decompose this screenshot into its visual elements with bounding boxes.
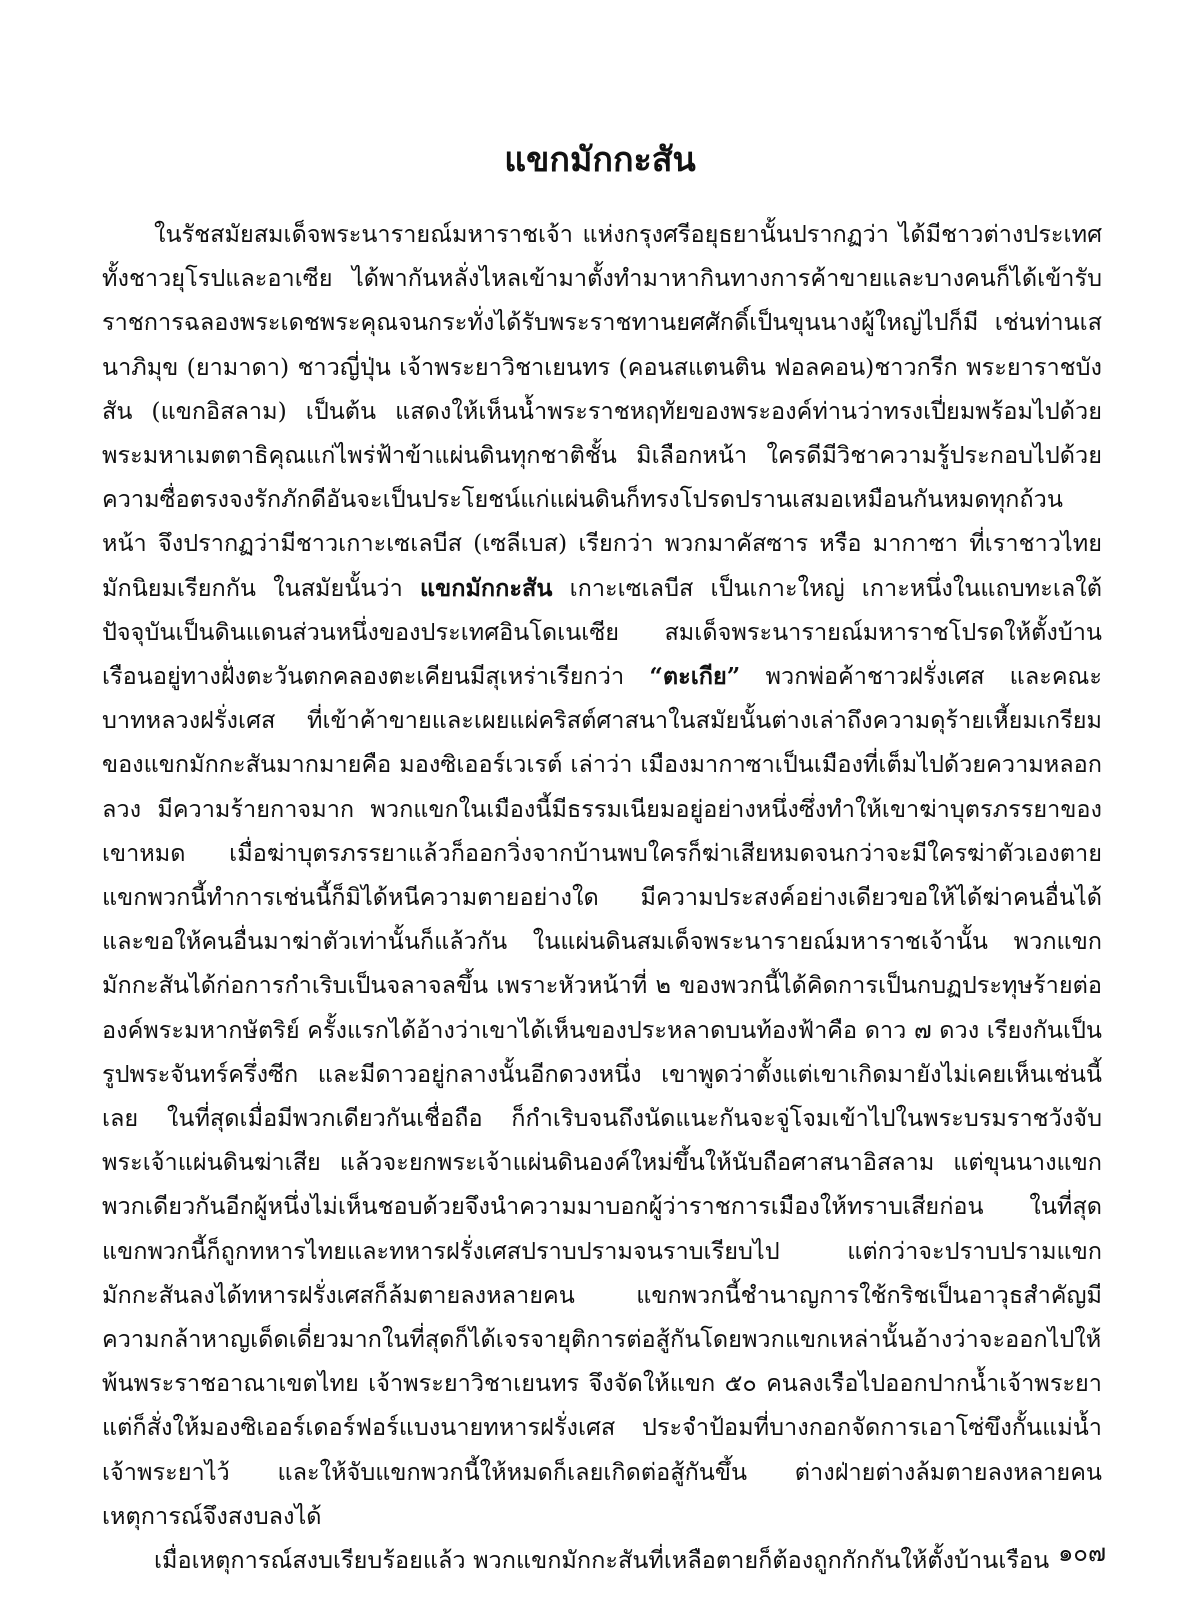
bold-term-takia: “ตะเกีย” [649,662,741,691]
paragraph-1 [102,212,1102,1538]
paragraph-1-text-c: พวกพ่อค้าชาวฝรั่งเศส และคณะบาทหลวงฝรั่งเศส ที่เข้าค้าขายและเผยแผ่คริสต์ศาสนาในสมัยนั้นต่างเล่าถึงความดุร้ายเหี้ยมเกรียมของแขกมักกะสันมากมายคือ มองซิเออร์เวเรต์ เล่าว่า เมืองมากาซาเป็นเมืองที่เต็มไปด้วยความหลอกลวง มีความร้ายกาจมาก พวกแขกในเมืองนี้มีธรรมเนียมอยู่อย่างหนึ่งซึ่งทำให้เขาฆ่าบุตรภรรยาของเขาหมด เมื่อฆ่าบุตรภรรยาแล้วก็ออกวิ่งจากบ้านพบใครก็ฆ่าเสียหมดจนกว่าจะมีใครฆ่าตัวเองตาย แขกพวกนี้ทำการเช่นนี้ก็มิได้หนีความตายอย่างใด มีความประสงค์อย่างเดียวขอให้ได้ฆ่าคนอื่นได้ และขอให้คนอื่นมาฆ่าตัวเท่านั้นก็แล้วกัน ในแผ่นดินสมเด็จพระนารายณ์มหาราชเจ้านั้น พวกแขกมักกะสันได้ก่อการกำเริบเป็นจลาจลขึ้น เพราะหัวหน้าที่ ๒ ของพวกนี้ได้คิดการเป็นกบฏประทุษร้ายต่อองค์พระมหากษัตริย์ ครั้งแรกได้อ้างว่าเขาได้เห็นของประหลาดบนท้องฟ้าคือ ดาว ๗ ดวง เรียงกันเป็นรูปพระจันทร์ครึ่งซีก และมีดาวอยู่กลางนั้นอีกดวงหนึ่ง เขาพูดว่าตั้งแต่เขาเกิดมายังไม่เคยเห็นเช่นนี้เลย ในที่สุดเมื่อมีพวกเดียวกันเชื่อถือ ก็กำเริบจนถึงนัดแนะกันจะจู่โจมเข้าไปในพระบรมราชวังจับพระเจ้าแผ่นดินฆ่าเสีย แล้วจะยกพระเจ้าแผ่นดินองค์ใหม่ขึ้นให้นับถือศาสนาอิสลาม แต่ขุนนางแขกพวกเดียวกันอีกผู้หนึ่งไม่เห็นชอบด้วยจึงนำความมาบอกผู้ว่าราชการเมืองให้ทราบเสียก่อน ในที่สุดแขกพวกนี้ก็ถูกทหารไทยและทหารฝรั่งเศสปราบปรามจนราบเรียบไป แต่กว่าจะปราบปรามแขกมักกะสันลงได้ทหารฝรั่งเศสก็ล้มตายลงหลายคน แขกพวกนี้ชำนาญการใช้กริชเป็นอาวุธสำคัญมีความกล้าหาญเด็ดเดี่ยวมากในที่สุดก็ได้เจรจายุติการต่อสู้กันโดยพวกแขกเหล่านั้นอ้างว่าจะออกไปให้พ้นพระราชอาณาเขตไทย เจ้าพระยาวิชาเยนทร จึงจัดให้แขก ๕๐ คนลงเรือไปออกปากน้ำเจ้าพระยา แต่ก็สั่งให้มองซิเออร์เดอร์ฟอร์แบงนายทหารฝรั่งเศส ประจำป้อมที่บางกอกจัดการเอาโซ่ขึงกั้นแม่น้ำเจ้าพระยาไว้ และให้จับแขกพวกนี้ให้หมดก็เลยเกิดต่อสู้กันขึ้น ต่างฝ่ายต่างล้มตายลงหลายคน เหตุการณ์จึงสงบลงได้ [102,662,1102,1530]
paragraph-2: เมื่อเหตุการณ์สงบเรียบร้อยแล้ว พวกแขกมักกะสันที่เหลือตายก็ต้องถูกกักกันให้ตั้งบ้านเรือน [154,1546,1050,1575]
bold-term-makkasan: แขกมักกะสัน [420,573,553,602]
body-text [102,212,1102,1582]
page-number: ๑๐๗ [1058,1539,1106,1567]
paragraph-1-text-a: ในรัชสมัยสมเด็จพระนารายณ์มหาราชเจ้า แห่งกรุงศรีอยุธยานั้นปรากฏว่า ได้มีชาวต่างประเทศทั้งชาวยุโรปและอาเซีย ได้พากันหลั่งไหลเข้ามาตั้งทำมาหากินทางการค้าขายและบางคนก็ได้เข้ารับราชการฉลองพระเดชพระคุณจนกระทั่งได้รับพระราชทานยศศักดิ์เป็นขุนนางผู้ใหญ่ไปก็มี เช่นท่านเสนาภิมุข (ยามาดา) ชาวญี่ปุ่น เจ้าพระยาวิชาเยนทร (คอนสแตนติน ฟอลคอน)ชาวกรีก พระยาราชบังสัน (แขกอิสลาม) เป็นต้น แสดงให้เห็นน้ำพระราชหฤทัยของพระองค์ท่านว่าทรงเปี่ยมพร้อมไปด้วยพระมหาเมตตาธิคุณแก่ไพร่ฟ้าข้าแผ่นดินทุกชาติชั้น มิเลือกหน้า ใครดีมีวิชาความรู้ประกอบไปด้วยความซื่อตรงจงรักภักดีอันจะเป็นประโยชน์แก่แผ่นดินก็ทรงโปรดปรานเสมอเหมือนกันหมดทุกถ้วนหน้า จึงปรากฏว่ามีชาวเกาะเซเลบีส (เซลีเบส) เรียกว่า พวกมาคัสซาร หรือ มากาซา ที่เราชาวไทยมักนิยมเรียกกัน ในสมัยนั้นว่า [102,220,1102,602]
paragraph-1-text-b: เกาะเซเลบีส เป็นเกาะใหญ่ เกาะหนึ่งในแถบทะเลใต้ ปัจจุบันเป็นดินแดนส่วนหนึ่งของประเทศอินโดเนเซีย สมเด็จพระนารายณ์มหาราชโปรดให้ตั้งบ้านเรือนอยู่ทางฝั่งตะวันตกคลองตะเคียนมีสุเหร่าเรียกว่า [102,573,1102,691]
page-title: แขกมักกะสัน [504,140,696,180]
